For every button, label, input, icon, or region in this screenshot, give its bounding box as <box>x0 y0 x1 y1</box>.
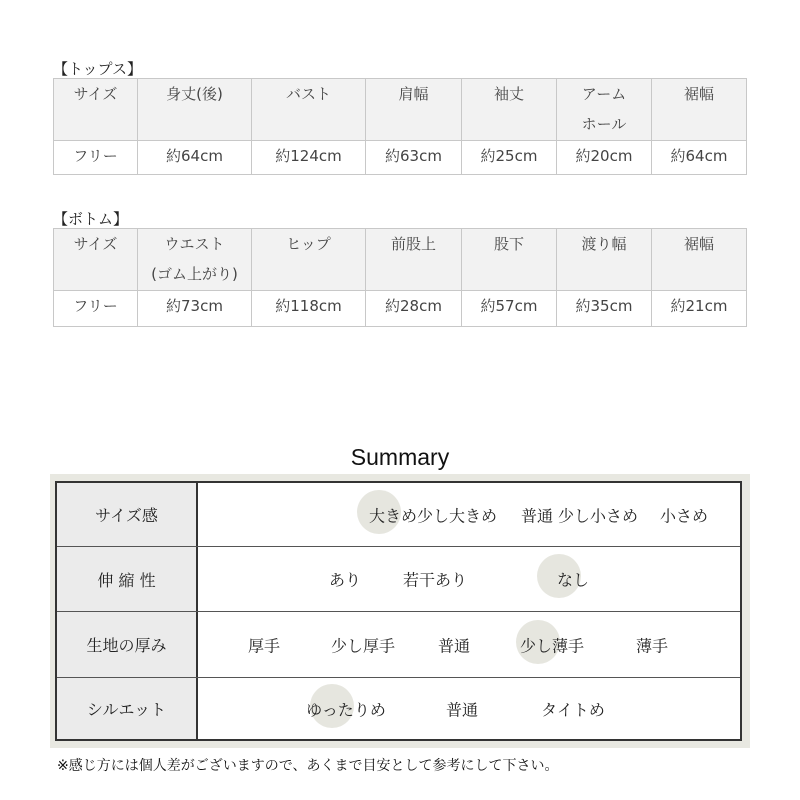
bottoms-header-text: 股下 <box>493 235 524 253</box>
summary-row <box>57 612 740 678</box>
bottoms-value-cell: 約35cm <box>557 291 652 327</box>
tops-value-cell: 約63cm <box>366 141 462 175</box>
bottoms-header-cell <box>252 229 366 291</box>
bottoms-title: 【ボトム】 <box>53 210 129 228</box>
summary-title: Summary <box>350 444 450 470</box>
summary-option: 少し厚手 <box>330 636 396 655</box>
bottoms-value-cell: 約73cm <box>138 291 252 327</box>
summary-option: 少し大きめ <box>416 506 498 525</box>
tops-header-cell <box>54 79 138 141</box>
bottoms-value-cell: 約28cm <box>366 291 462 327</box>
tops-header-cell <box>557 79 652 141</box>
bottoms-header-cell <box>54 229 138 291</box>
tops-value-cell: 約124cm <box>252 141 366 175</box>
bottoms-header-cell <box>557 229 652 291</box>
summary-option: タイトめ <box>541 700 605 719</box>
summary-option: 厚手 <box>247 636 281 655</box>
bottoms-size-table <box>53 228 747 327</box>
bottoms-header-text: 前股上 <box>390 235 436 253</box>
summary-option: 少し薄手 <box>519 636 585 655</box>
bottoms-value-cell: フリー <box>54 291 138 327</box>
summary-row <box>57 483 740 547</box>
tops-size-table <box>53 78 747 175</box>
bottoms-header-text: 裾幅 <box>683 235 714 253</box>
tops-value-cell: 約64cm <box>138 141 252 175</box>
bottoms-header-cell <box>462 229 557 291</box>
tops-title: 【トップス】 <box>53 60 142 78</box>
summary-row <box>57 678 740 739</box>
tops-header-cell <box>138 79 252 141</box>
tops-header-text: 身丈(後) <box>166 85 223 103</box>
tops-header-text: 裾幅 <box>683 85 714 103</box>
bottoms-header-cell <box>366 229 462 291</box>
tops-header-cell <box>652 79 747 141</box>
summary-row-label: 生地の厚み <box>57 612 198 677</box>
summary-option: 普通 <box>520 506 554 525</box>
tops-header-text: サイズ <box>73 85 118 103</box>
summary-option: ゆったりめ <box>306 700 386 719</box>
bottoms-value-cell: 約118cm <box>252 291 366 327</box>
summary-row-label: サイズ感 <box>57 483 198 546</box>
bottoms-value-cell: 約21cm <box>652 291 747 327</box>
bottoms-header-text: サイズ <box>73 235 118 253</box>
tops-value-cell: 約25cm <box>462 141 557 175</box>
tops-header-text: ホール <box>581 115 627 133</box>
summary-option: 若干あり <box>402 570 468 590</box>
bottoms-header-cell <box>652 229 747 291</box>
summary-row-label: シルエット <box>57 678 198 739</box>
tops-header-text: バスト <box>285 85 331 103</box>
summary-option: 少し小さめ <box>557 506 639 525</box>
tops-value-cell: フリー <box>54 141 138 175</box>
tops-header-cell <box>252 79 366 141</box>
summary-option: 小さめ <box>659 506 709 525</box>
tops-header-cell <box>462 79 557 141</box>
summary-option: なし <box>556 570 590 590</box>
bottoms-header-text: ウエスト <box>164 235 225 253</box>
tops-header-cell <box>366 79 462 141</box>
summary-row-label: 伸 縮 性 <box>57 547 198 611</box>
summary-option: 薄手 <box>635 636 669 655</box>
tops-header-text: 袖丈 <box>493 85 524 103</box>
summary-option: 大きめ <box>368 506 418 525</box>
summary-option: 普通 <box>445 700 479 719</box>
bottoms-header-text: (ゴム上がり) <box>151 265 238 283</box>
bottoms-header-text: ヒップ <box>286 235 331 253</box>
summary-option: 普通 <box>437 636 471 655</box>
tops-value-cell: 約64cm <box>652 141 747 175</box>
bottoms-value-cell: 約57cm <box>462 291 557 327</box>
summary-option: あり <box>328 570 362 590</box>
bottoms-header-cell <box>138 229 252 291</box>
tops-header-text: アーム <box>581 85 627 103</box>
summary-row <box>57 547 740 612</box>
tops-header-text: 肩幅 <box>398 85 429 103</box>
disclaimer-note: ※感じ方には個人差がございますので、あくまで目安として参考にして下さい。 <box>57 758 559 774</box>
bottoms-header-text: 渡り幅 <box>581 235 627 253</box>
summary-table <box>55 481 742 741</box>
tops-value-cell: 約20cm <box>557 141 652 175</box>
